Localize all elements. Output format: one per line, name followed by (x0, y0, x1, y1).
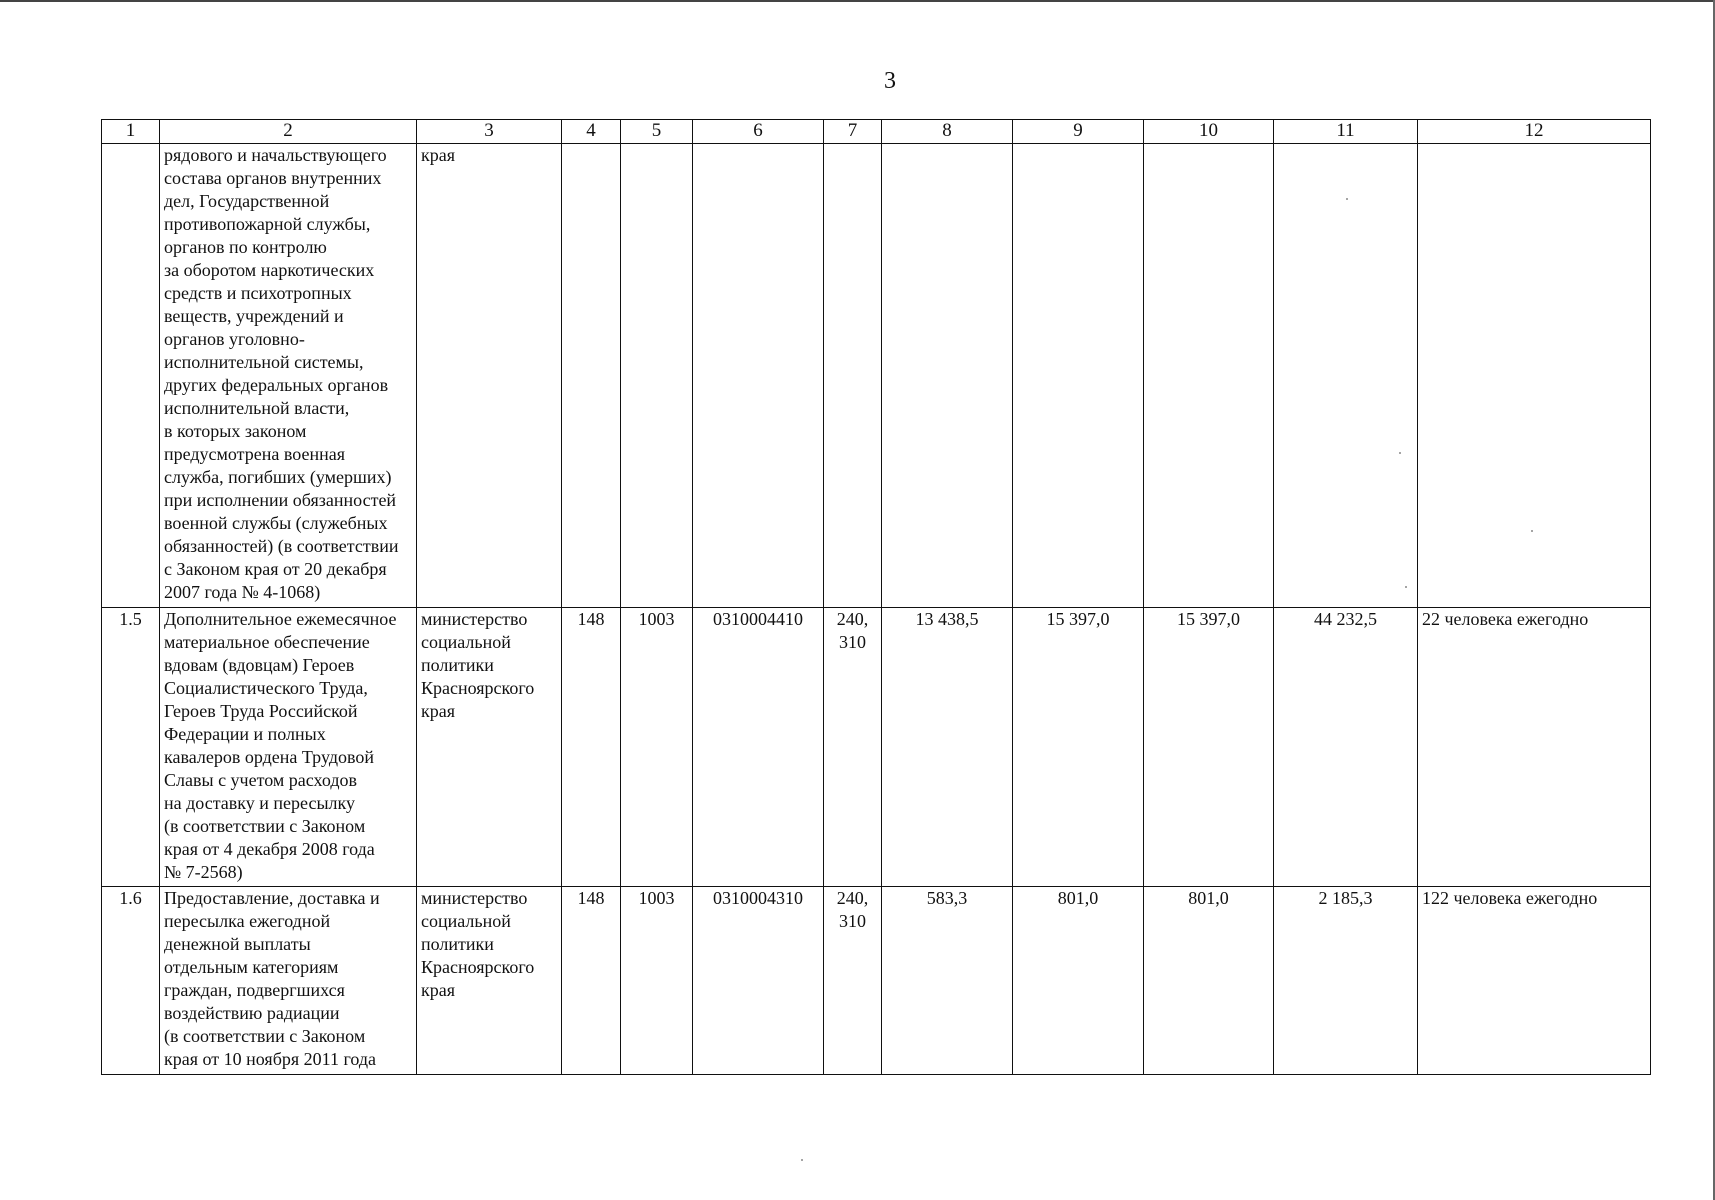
col7-line: 240, (836, 888, 869, 908)
description-line: при исполнении обязанностей (164, 490, 397, 510)
cell-col5: 1003 (621, 608, 693, 887)
cell-col12: 122 человека ежегодно (1418, 887, 1651, 1075)
cell-col4: 148 (562, 608, 621, 887)
executor-line: края (421, 701, 456, 721)
column-header: 11 (1274, 120, 1418, 144)
column-header: 9 (1013, 120, 1144, 144)
col7-line: 310 (839, 911, 866, 931)
description-line: органов по контролю (164, 237, 327, 257)
description-line: отдельным категориям (164, 957, 339, 977)
description-line: за оборотом наркотических (164, 260, 375, 280)
description-line: противопожарной службы, (164, 214, 371, 234)
row-number (102, 144, 160, 608)
description-line: Героев Труда Российской (164, 701, 358, 721)
column-header: 3 (417, 120, 562, 144)
description-line: Славы с учетом расходов (164, 770, 357, 790)
executor-line: политики (421, 934, 494, 954)
description-line: (в соответствии с Законом (164, 816, 366, 836)
cell-col12 (1418, 144, 1651, 608)
table-row (102, 608, 1651, 887)
description-line: предусмотрена военная (164, 444, 346, 464)
cell-col7 (824, 144, 882, 608)
description-line: других федеральных органов (164, 375, 389, 395)
cell-col8 (882, 144, 1013, 608)
cell-col4: 148 (562, 887, 621, 1075)
description-line: пересылка ежегодной (164, 911, 331, 931)
executor-line: Красноярского (421, 678, 535, 698)
description-line: дел, Государственной (164, 191, 330, 211)
executor-line: социальной (421, 632, 511, 652)
description-line: рядового и начальствующего (164, 145, 387, 165)
col7-line: 240, (836, 609, 869, 629)
scan-speck (1399, 452, 1401, 454)
scan-edge-top (0, 0, 1715, 2)
column-header: 10 (1144, 120, 1274, 144)
cell-col9: 15 397,0 (1013, 608, 1144, 887)
budget-table (101, 119, 1651, 1075)
description-line: военной службы (служебных (164, 513, 388, 533)
description-line: органов уголовно- (164, 329, 305, 349)
row-executor (417, 144, 562, 608)
cell-col5: 1003 (621, 887, 693, 1075)
row-number: 1.6 (102, 887, 160, 1075)
executor-line: министерство (421, 888, 528, 908)
description-line: воздействию радиации (164, 1003, 340, 1023)
description-line: исполнительной власти, (164, 398, 350, 418)
scan-speck (1531, 530, 1533, 532)
description-line: края от 10 ноября 2011 года (164, 1049, 377, 1069)
column-header: 8 (882, 120, 1013, 144)
executor-line: министерство (421, 609, 528, 629)
row-number: 1.5 (102, 608, 160, 887)
col7-line: 310 (839, 632, 866, 652)
description-line: Дополнительное ежемесячное (164, 609, 397, 629)
description-line: на доставку и пересылку (164, 793, 356, 813)
cell-col5 (621, 144, 693, 608)
column-header: 6 (693, 120, 824, 144)
cell-col11: 2 185,3 (1274, 887, 1418, 1075)
description-line: денежной выплаты (164, 934, 311, 954)
scan-speck (801, 1159, 803, 1161)
description-line: Федерации и полных (164, 724, 326, 744)
cell-col6: 0310004410 (693, 608, 824, 887)
description-line: кавалеров ордена Трудовой (164, 747, 374, 767)
description-line: исполнительной системы, (164, 352, 364, 372)
column-header: 2 (160, 120, 417, 144)
cell-col7 (824, 608, 882, 887)
description-line: № 7-2568) (164, 862, 243, 882)
cell-col9: 801,0 (1013, 887, 1144, 1075)
column-header: 12 (1418, 120, 1651, 144)
cell-col6: 0310004310 (693, 887, 824, 1075)
column-number-header (102, 120, 1651, 144)
description-line: (в соответствии с Законом (164, 1026, 366, 1046)
description-line: Предоставление, доставка и (164, 888, 380, 908)
description-line: состава органов внутренних (164, 168, 382, 188)
cell-col8: 583,3 (882, 887, 1013, 1075)
row-executor (417, 608, 562, 887)
executor-line: края (421, 145, 456, 165)
scan-speck (1346, 198, 1348, 200)
description-line: края от 4 декабря 2008 года (164, 839, 375, 859)
row-executor (417, 887, 562, 1075)
scan-speck (1405, 586, 1407, 588)
executor-line: края (421, 980, 456, 1000)
description-line: в которых законом (164, 421, 307, 441)
column-header: 7 (824, 120, 882, 144)
cell-col9 (1013, 144, 1144, 608)
description-line: с Законом края от 20 декабря (164, 559, 387, 579)
description-line: материальное обеспечение (164, 632, 370, 652)
row-description (160, 608, 417, 887)
cell-col6 (693, 144, 824, 608)
description-line: средств и психотропных (164, 283, 352, 303)
cell-col7 (824, 887, 882, 1075)
cell-col8: 13 438,5 (882, 608, 1013, 887)
description-line: граждан, подвергшихся (164, 980, 345, 1000)
table-row (102, 887, 1651, 1075)
column-header: 1 (102, 120, 160, 144)
cell-col12: 22 человека ежегодно (1418, 608, 1651, 887)
cell-col10 (1144, 144, 1274, 608)
cell-col11: 44 232,5 (1274, 608, 1418, 887)
executor-line: Красноярского (421, 957, 535, 977)
cell-col11 (1274, 144, 1418, 608)
column-header: 4 (562, 120, 621, 144)
description-line: обязанностей) (в соответствии (164, 536, 399, 556)
table-row (102, 144, 1651, 608)
description-line: веществ, учреждений и (164, 306, 344, 326)
cell-col4 (562, 144, 621, 608)
executor-line: социальной (421, 911, 511, 931)
row-description (160, 144, 417, 608)
cell-col10: 801,0 (1144, 887, 1274, 1075)
column-header: 5 (621, 120, 693, 144)
description-line: Социалистического Труда, (164, 678, 368, 698)
description-line: 2007 года № 4-1068) (164, 582, 321, 602)
description-line: служба, погибших (умерших) (164, 467, 392, 487)
row-description (160, 887, 417, 1075)
executor-line: политики (421, 655, 494, 675)
cell-col10: 15 397,0 (1144, 608, 1274, 887)
page-number: 3 (884, 68, 896, 94)
description-line: вдовам (вдовцам) Героев (164, 655, 355, 675)
